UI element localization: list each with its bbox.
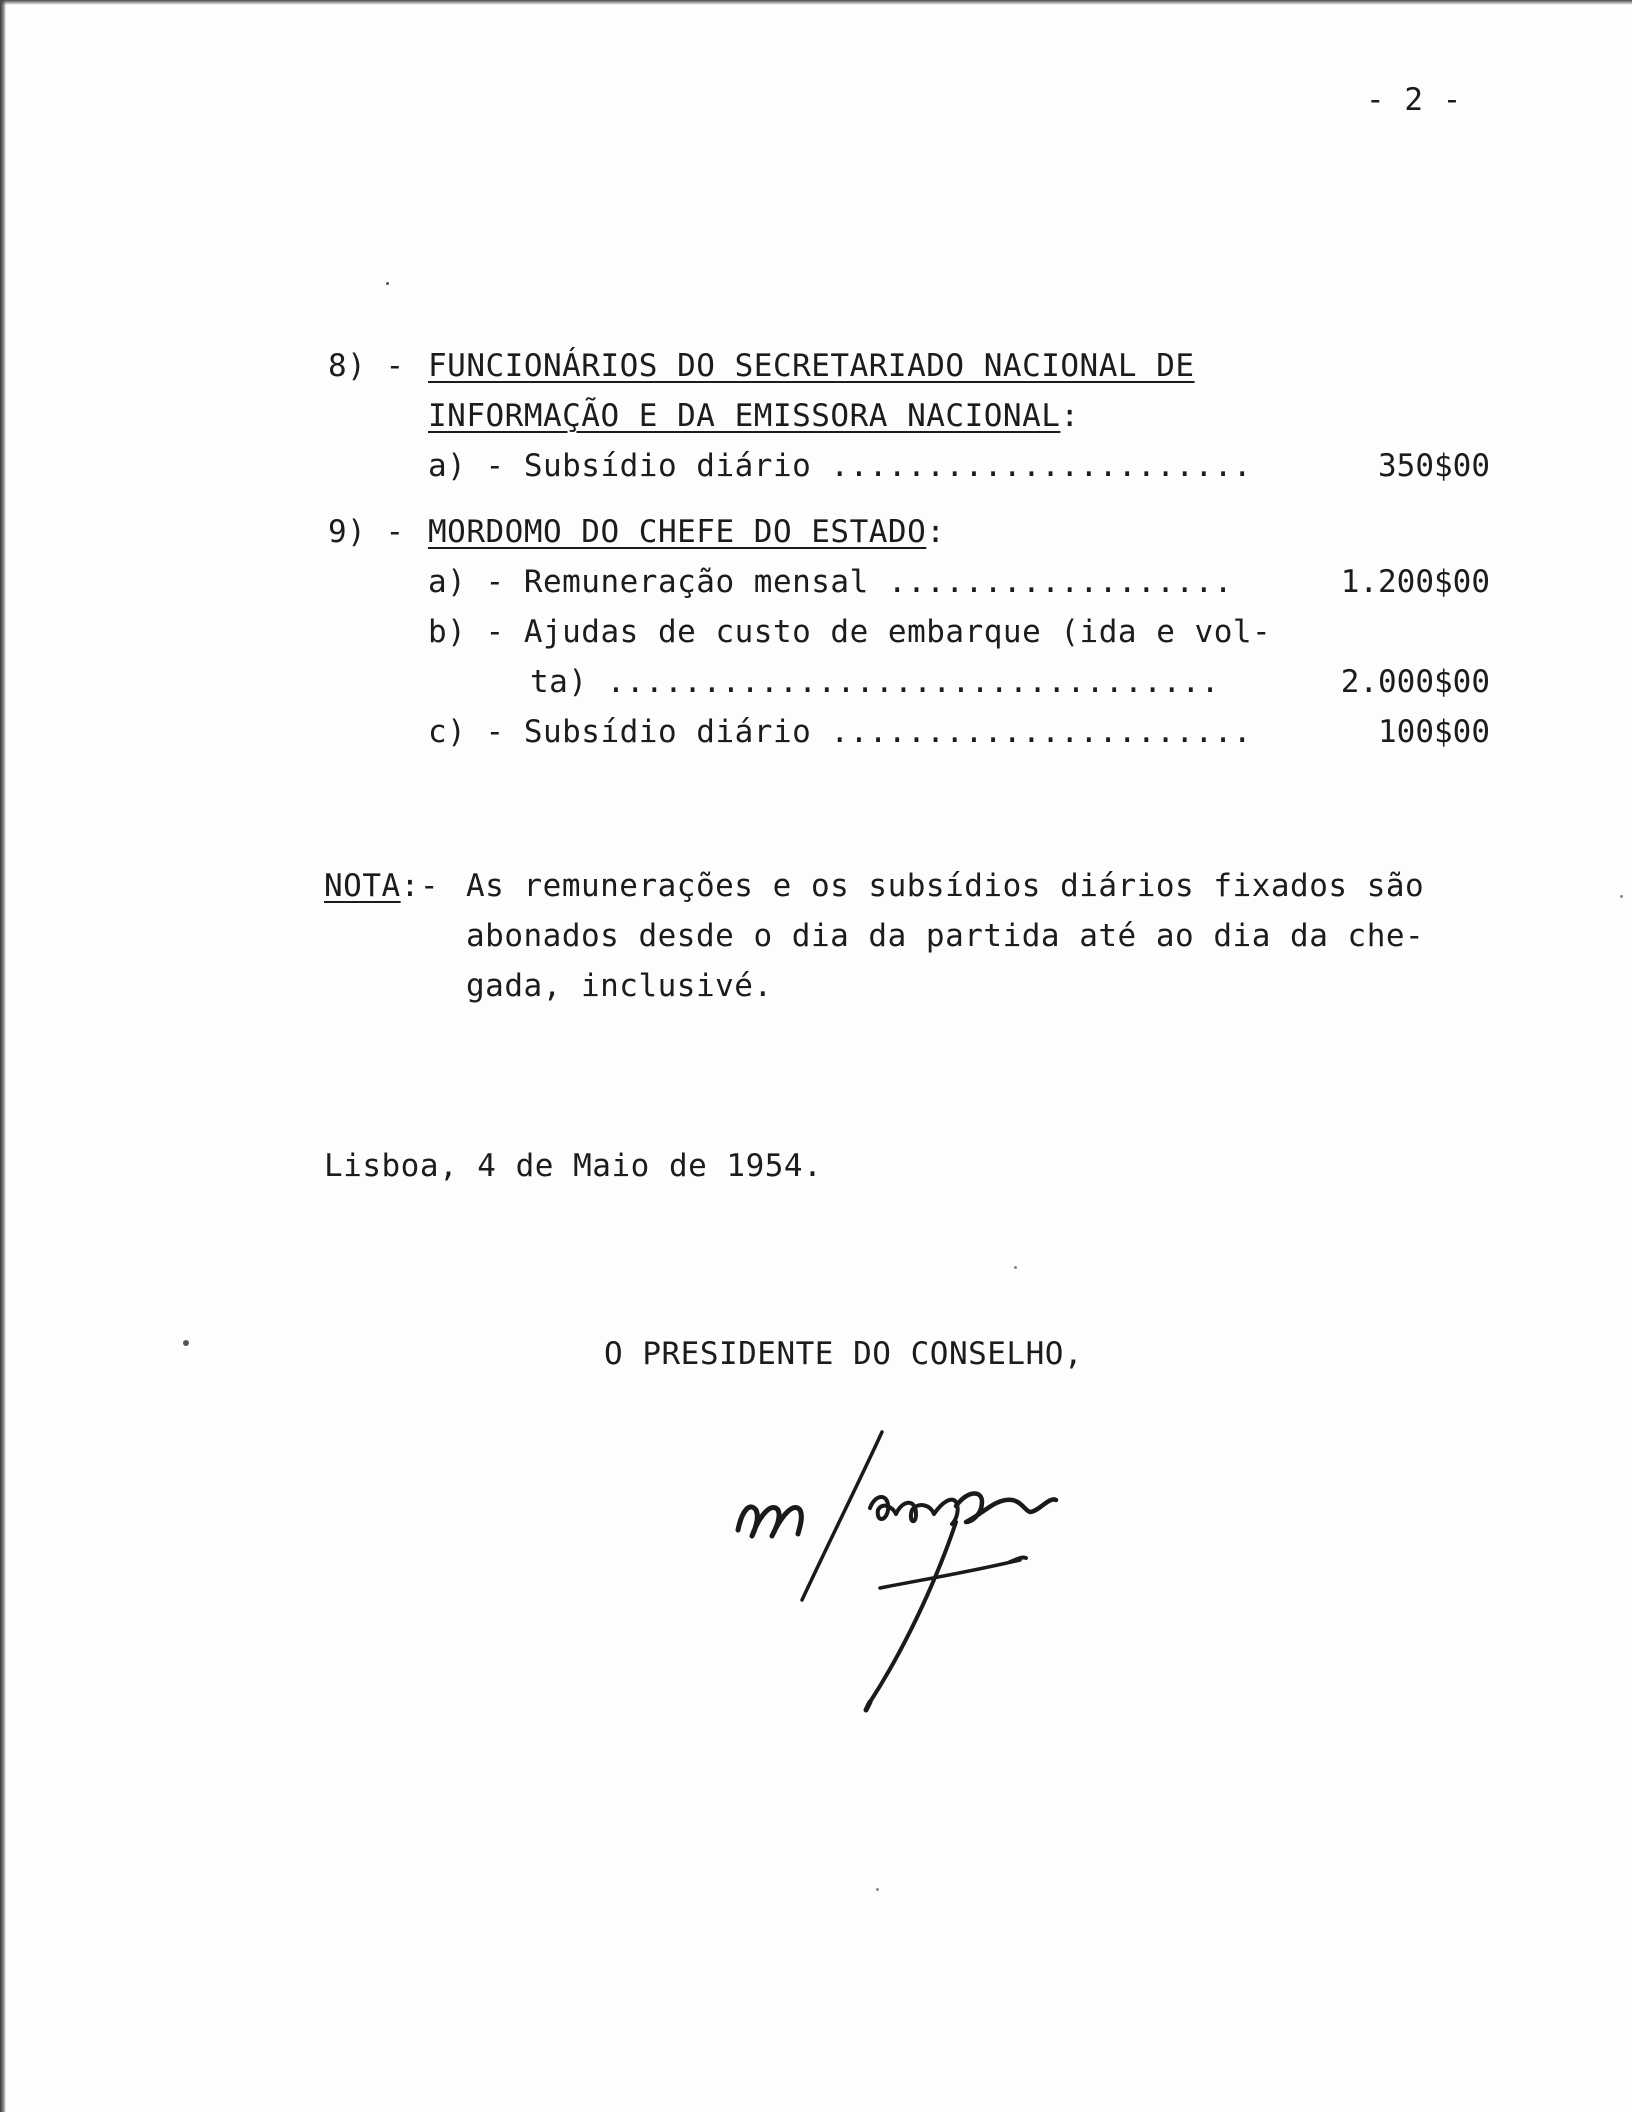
item-9-title: MORDOMO DO CHEFE DO ESTADO xyxy=(428,514,927,550)
scan-speck xyxy=(386,282,389,285)
item-9b-amount: 2.000$00 xyxy=(1340,664,1490,700)
handwritten-signature xyxy=(720,1410,1180,1730)
item-9-colon: : xyxy=(926,514,946,550)
nota-separator: :- xyxy=(400,868,439,904)
item-8a-label: a) - Subsídio diário ...................... xyxy=(428,448,1253,484)
scan-left-edge xyxy=(0,0,6,2112)
item-9-number: 9) - xyxy=(328,514,405,550)
item-9c-amount: 100$00 xyxy=(1378,714,1490,750)
scan-speck xyxy=(876,1888,879,1891)
item-8-number: 8) - xyxy=(328,348,405,384)
scan-speck xyxy=(183,1340,189,1346)
item-9-title-wrap xyxy=(428,512,945,552)
nota-line1: As remunerações e os subsídios diários fixados são xyxy=(466,868,1425,904)
item-9a-amount: 1.200$00 xyxy=(1340,564,1490,600)
item-9a-label: a) - Remuneração mensal .................. xyxy=(428,564,1233,600)
item-8-title-line2: INFORMAÇÃO E DA EMISSORA NACIONAL xyxy=(428,398,1061,434)
scan-speck xyxy=(1014,1266,1017,1269)
item-8-colon: : xyxy=(1060,398,1080,434)
item-8a-amount: 350$00 xyxy=(1378,448,1490,484)
item-9b-label-line1: b) - Ajudas de custo de embarque (ida e vol- xyxy=(428,614,1272,650)
nota-line2: abonados desde o dia da partida até ao dia da che- xyxy=(466,918,1425,954)
nota-heading-wrap xyxy=(324,866,439,906)
scan-top-edge xyxy=(0,0,1632,5)
date-line: Lisboa, 4 de Maio de 1954. xyxy=(324,1148,823,1184)
item-8-title-line2-wrap xyxy=(428,396,1080,436)
nota-line3: gada, inclusivé. xyxy=(466,968,773,1004)
item-9b-label-line2: ta) ................................ xyxy=(530,664,1220,700)
scan-speck xyxy=(1620,895,1623,898)
nota-label: NOTA xyxy=(324,868,401,904)
item-9c-label: c) - Subsídio diário ...................... xyxy=(428,714,1253,750)
page-number: - 2 - xyxy=(1366,82,1462,118)
signatory-title: O PRESIDENTE DO CONSELHO, xyxy=(604,1336,1084,1372)
item-8-title-line1: FUNCIONÁRIOS DO SECRETARIADO NACIONAL DE xyxy=(428,348,1195,384)
